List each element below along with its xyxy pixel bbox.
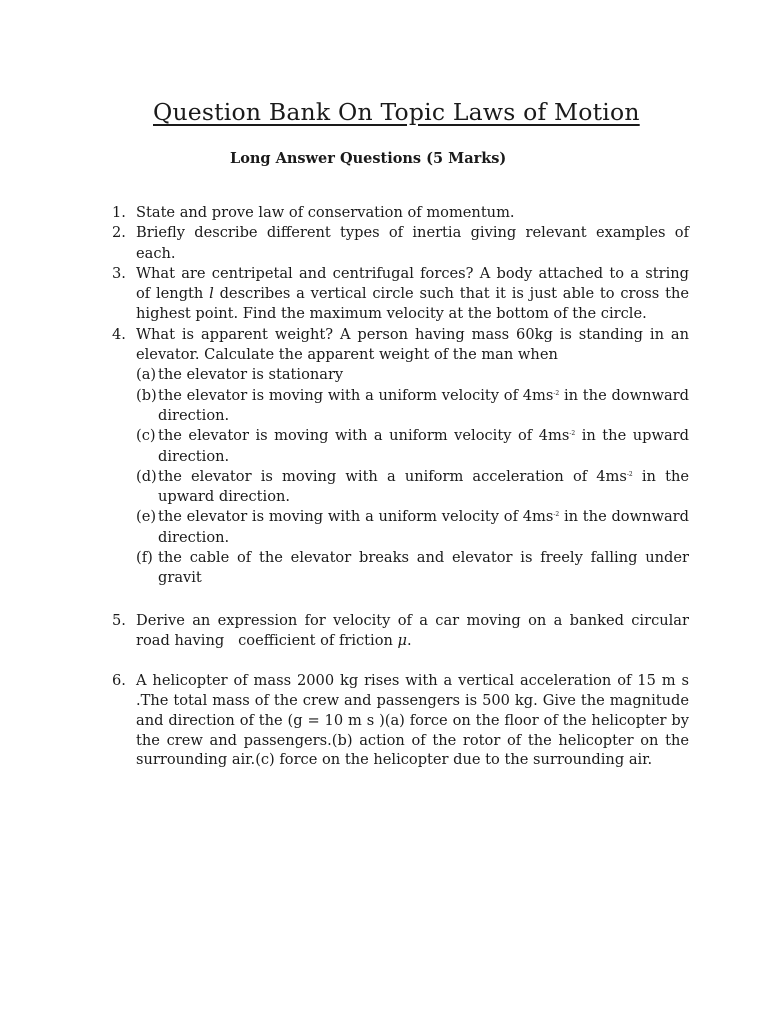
sub-question-label: (f) [136, 549, 153, 567]
question-number: 6. [112, 672, 126, 690]
question-body [136, 325, 689, 589]
question-6 [108, 671, 689, 770]
question-number: 1. [112, 204, 126, 221]
exponent: -2 [626, 470, 633, 478]
sub-question-a [136, 365, 689, 385]
sub-question-label: (a) [136, 366, 157, 384]
question-text-part: describes a vertical circle such that it is just able to cross the highest point. Find the maximum velocity at the bottom of the circle. [136, 285, 689, 323]
sub-question-d [136, 467, 689, 508]
question-text: A helicopter of mass 2000 kg rises with a vertical acceleration of 15 m s .The total mass of the crew and passengers is 500 kg. Give the magnitude and direction of the (g = 10 m s )(a) force on the floor of the helicopter by the crew and passengers.(b) action of the rotor of the helicopter on the surrounding air.(c) force on the helicopter due to the surrounding air. [136, 672, 689, 769]
sub-question-text [158, 386, 689, 427]
sub-question-text: the elevator is stationary [158, 366, 344, 384]
sub-question-text [158, 507, 689, 548]
variable-l: l [209, 285, 214, 303]
sub-text-part: in the upward direction. [158, 467, 689, 506]
exponent: -2 [553, 511, 560, 519]
question-number: 2. [112, 224, 126, 242]
section-subtitle: Long Answer Questions (5 Marks) [230, 150, 507, 167]
sub-question-list [136, 365, 689, 588]
question-list [108, 203, 694, 770]
question-number: 3. [112, 264, 126, 282]
sub-question-text [158, 467, 689, 508]
sub-question-label: (e) [136, 508, 157, 526]
sub-text-part: the elevator is moving with a uniform velocity of 4ms [158, 386, 554, 404]
sub-question-e [136, 507, 689, 548]
sub-question-b [136, 386, 689, 427]
sub-text-part: the elevator is moving with a uniform velocity of 4ms [158, 508, 554, 526]
sub-text-part: in the downward direction. [158, 386, 689, 424]
sub-question-label: (c) [136, 427, 156, 445]
sub-question-text [158, 426, 689, 467]
question-text: Briefly describe different types of inertia giving relevant examples of each. [136, 224, 689, 262]
question-text: State and prove law of conservation of momentum. [136, 204, 515, 221]
question-number: 4. [112, 325, 126, 343]
question-1 [108, 203, 689, 223]
question-text-part: What are centripetal and centrifugal forces? A body attached to a string of length [136, 264, 689, 303]
question-5 [108, 611, 694, 652]
question-3 [108, 264, 689, 325]
sub-text-part: in the upward direction. [158, 427, 689, 465]
sub-question-label: (b) [136, 386, 157, 404]
question-text-part: . [407, 631, 412, 649]
sub-question-label: (d) [136, 467, 157, 485]
sub-question-c [136, 426, 689, 467]
page-title: Question Bank On Topic Laws of Motion [153, 98, 640, 126]
sub-question-f [136, 548, 689, 589]
question-number: 5. [112, 611, 126, 629]
sub-text-part: the elevator is moving with a uniform acceleration of 4ms [158, 467, 627, 485]
question-text [136, 264, 689, 325]
exponent: -2 [553, 389, 560, 397]
question-text-part: Derive an expression for velocity of a car moving on a banked circular road having coefficient of friction [136, 611, 694, 649]
question-text [136, 611, 694, 652]
sub-text-part: the elevator is moving with a uniform velocity of 4ms [158, 427, 570, 445]
sub-question-text: the cable of the elevator breaks and elevator is freely falling under gravit [158, 549, 689, 587]
sub-text-part: in the downward direction. [158, 508, 689, 546]
exponent: -2 [569, 430, 576, 438]
question-4 [108, 325, 689, 589]
question-2 [108, 223, 689, 264]
question-text: What is apparent weight? A person having mass 60kg is standing in an elevator. Calculate the apparent weight of the man when [136, 325, 689, 364]
variable-mu: μ [397, 631, 408, 649]
